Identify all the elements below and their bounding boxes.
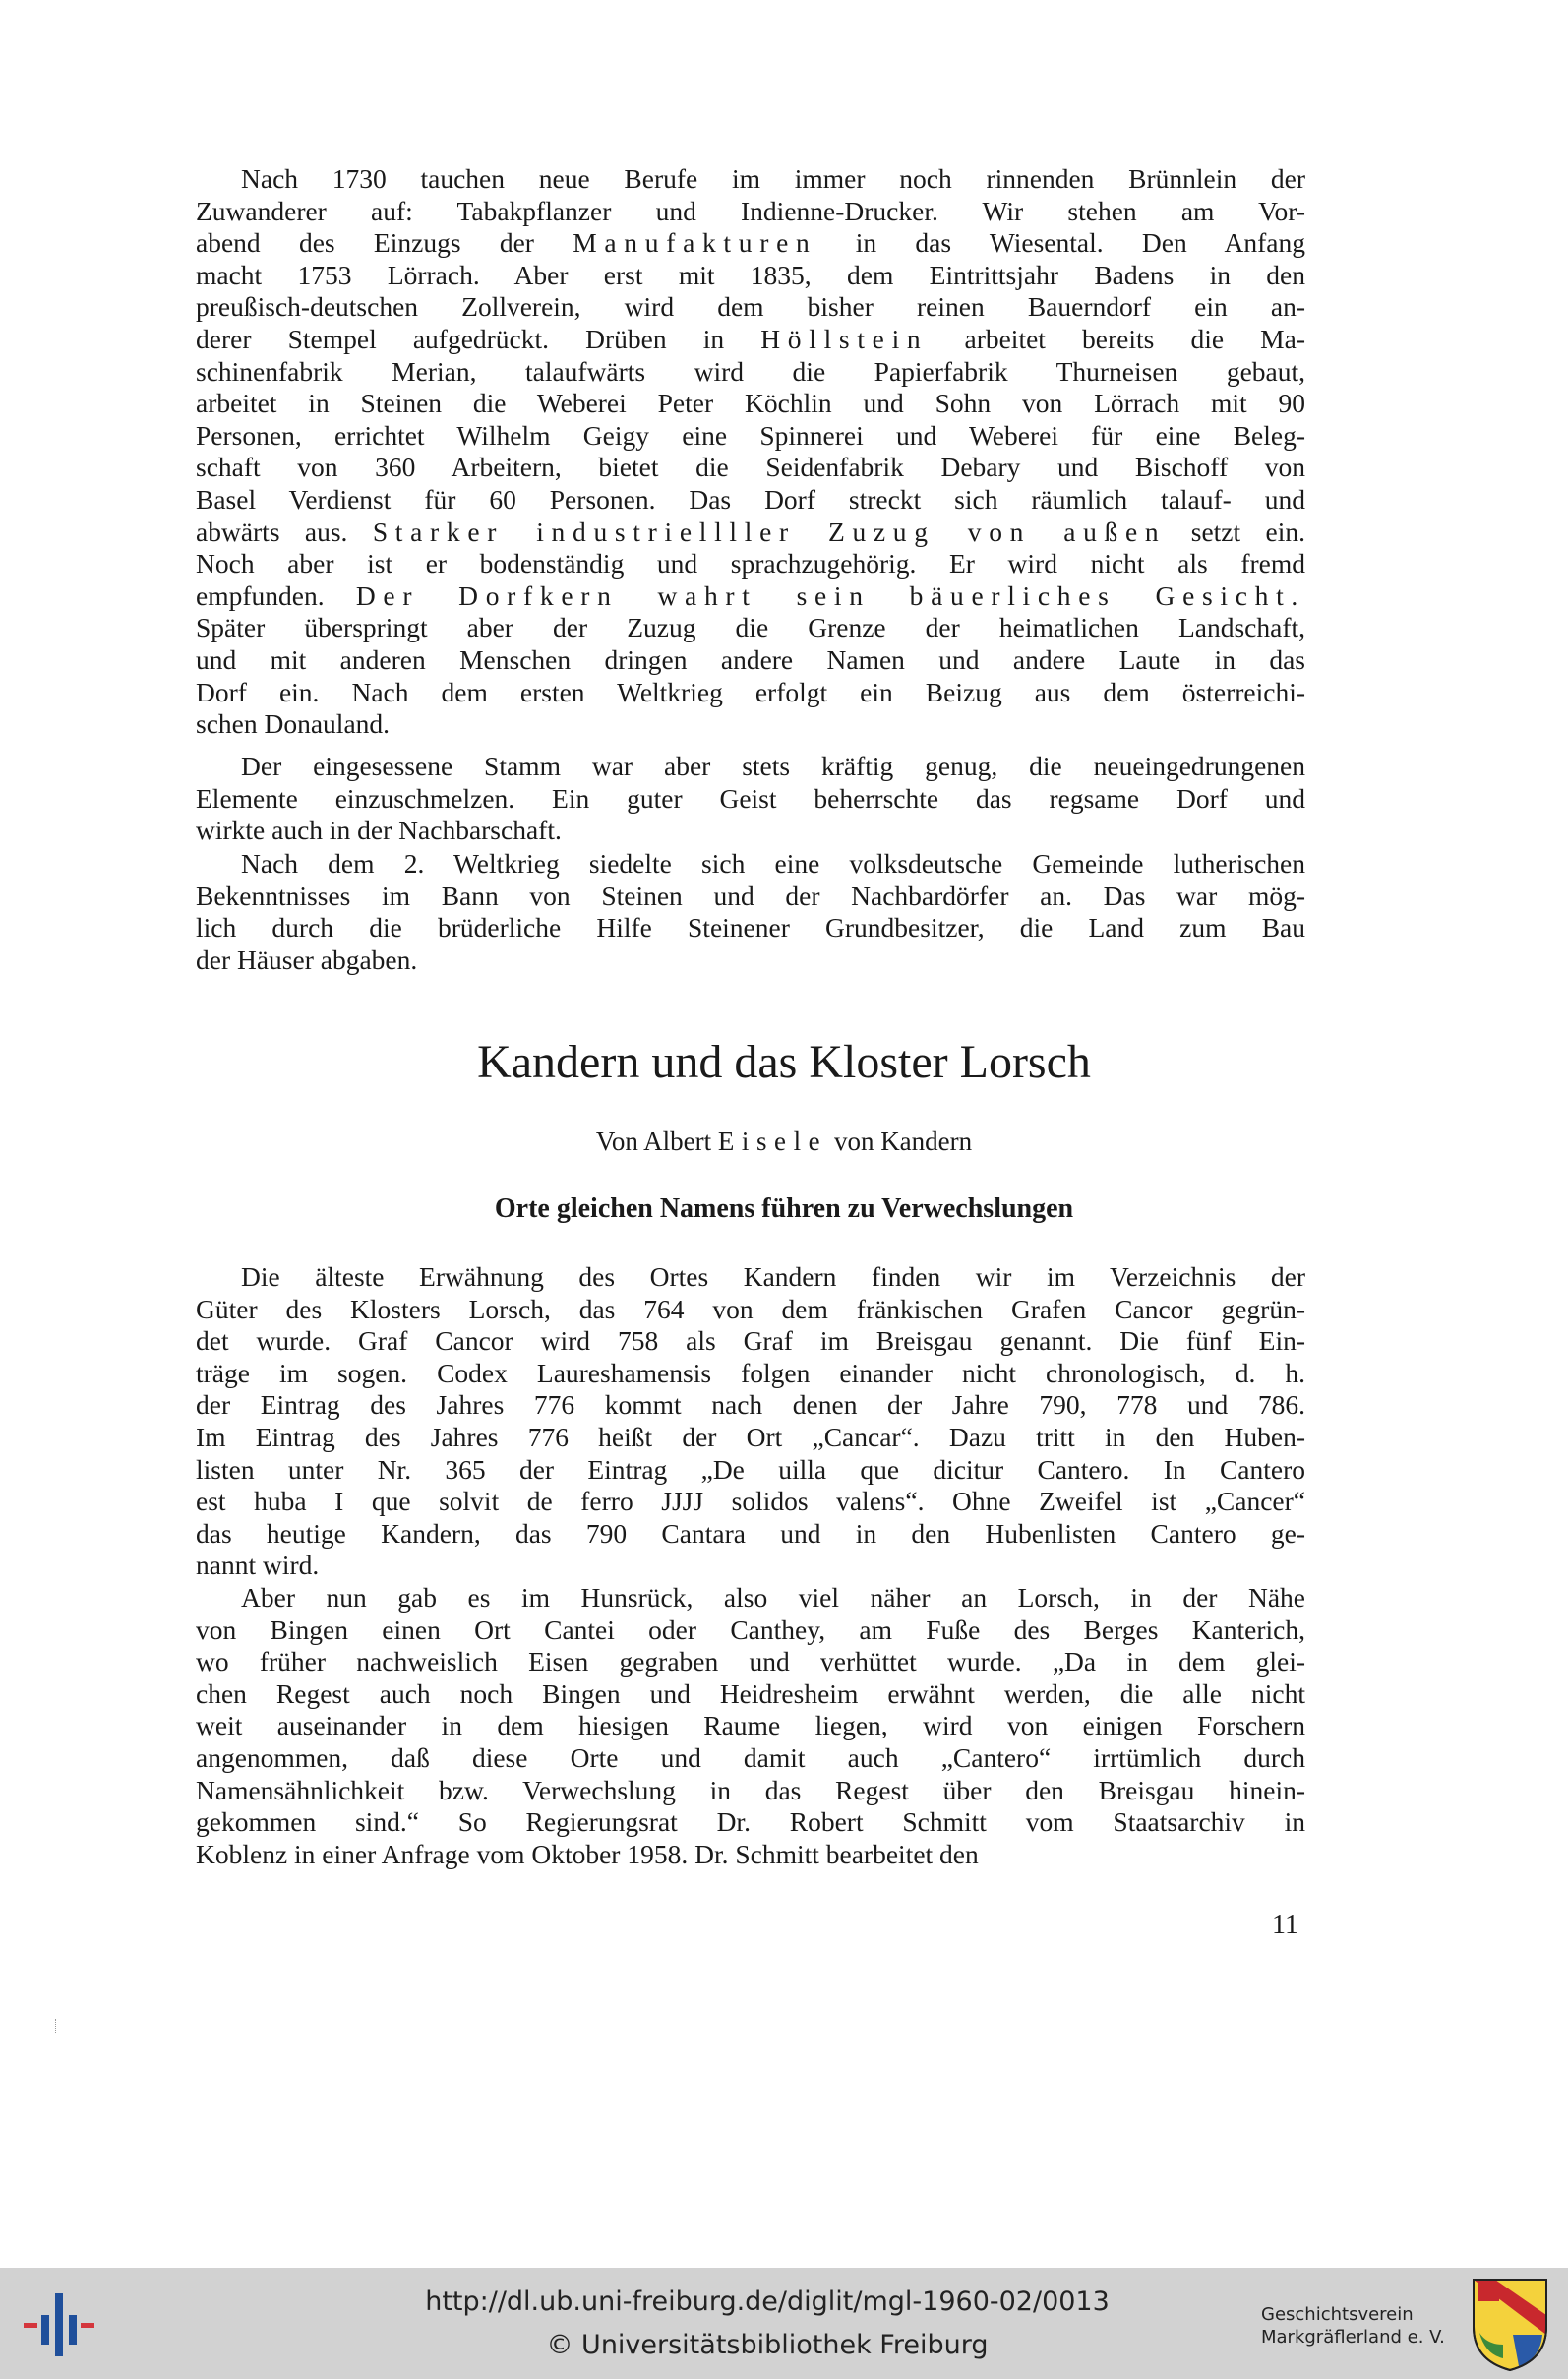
text-line: [196, 1486, 1305, 1517]
text-segment: das heutige Kandern, das 790 Cantara und in den Hubenlisten Cantero ge-: [196, 1518, 1305, 1549]
text-line: [196, 227, 1305, 259]
text-line: [196, 1775, 1305, 1806]
spaced-emphasis: Der Dorfkern wahrt sein bäuerliches Gesicht.: [355, 580, 1305, 611]
text-line: [196, 1646, 1305, 1678]
text-line: [196, 677, 1305, 708]
text-line: [196, 1742, 1305, 1774]
text-segment: und mit anderen Menschen dringen andere Namen und andere Laute in das: [196, 644, 1305, 675]
text-segment: det wurde. Graf Cancor wird 758 als Graf im Breisgau genannt. Die fünf Ein-: [196, 1325, 1305, 1356]
text-segment: angenommen, daß diese Orte und damit auch „Cantero“ irrtümlich durch: [196, 1742, 1305, 1773]
society-name-line2: Markgräflerland e. V.: [1261, 2327, 1445, 2348]
text-segment: schen Donauland.: [196, 708, 391, 739]
text-segment: Noch aber ist er bodenständig und sprachzugehörig. Er wird nicht als fremd: [196, 548, 1305, 579]
text-line: [196, 1550, 1305, 1581]
text-segment: macht 1753 Lörrach. Aber erst mit 1835, dem Eintrittsjahr Badens in den: [196, 260, 1305, 290]
text-line: [196, 548, 1305, 580]
society-name: [1261, 2303, 1458, 2348]
text-line: [196, 708, 1305, 740]
ub-freiburg-logo-icon: [20, 2286, 98, 2364]
text-line: [196, 1389, 1305, 1421]
text-line: [196, 1615, 1305, 1646]
text-segment: weit auseinander in dem hiesigen Raume liegen, wird von einigen Forschern: [196, 1710, 1305, 1740]
text-line: [196, 612, 1305, 643]
text-segment: setzt ein.: [1166, 517, 1305, 547]
text-line: [241, 163, 1305, 195]
text-segment: gekommen sind.“ So Regierungsrat Dr. Robert Schmitt vom Staatsarchiv in: [196, 1806, 1305, 1837]
text-segment: derer Stempel aufgedrückt. Drüben in: [196, 324, 761, 354]
article-byline: [0, 1126, 1568, 1157]
text-segment: listen unter Nr. 365 der Eintrag „De uilla que dicitur Cantero. In Cantero: [196, 1454, 1305, 1485]
page-number: 11: [1272, 1910, 1298, 1940]
text-segment: Koblenz in einer Anfrage vom Oktober 1958. Dr. Schmitt bearbeitet den: [196, 1839, 979, 1869]
text-line: [196, 388, 1305, 419]
text-line: [196, 1518, 1305, 1550]
text-line: [241, 751, 1305, 782]
article-title: Kandern und das Kloster Lorsch: [477, 1036, 1091, 1088]
text-line: [196, 324, 1305, 355]
text-line: [196, 420, 1305, 452]
text-segment: Nach dem 2. Weltkrieg siedelte sich eine volksdeutsche Gemeinde lutherischen: [241, 848, 1305, 879]
text-segment: empfunden.: [196, 580, 356, 611]
text-line: [196, 1454, 1305, 1486]
text-line: [196, 1678, 1305, 1710]
text-segment: Bekenntnisses im Bann von Steinen und der Nachbardörfer an. Das war mög-: [196, 881, 1305, 911]
article-subheading: Orte gleichen Namens führen zu Verwechslungen: [494, 1193, 1074, 1224]
text-segment: schaft von 360 Arbeitern, bietet die Seidenfabrik Debary und Bischoff von: [196, 452, 1305, 482]
text-line: [196, 484, 1305, 516]
text-segment: est huba I que solvit de ferro JJJJ solidos valens“. Ohne Zweifel ist „Cancer“: [196, 1486, 1305, 1516]
text-line: [196, 196, 1305, 227]
spaced-emphasis: Höllstein: [760, 324, 929, 354]
text-segment: lich durch die brüderliche Hilfe Steinener Grundbesitzer, die Land zum Bau: [196, 912, 1305, 943]
text-segment: Elemente einzuschmelzen. Ein guter Geist beherrschte das regsame Dorf und: [196, 783, 1305, 814]
text-segment: chen Regest auch noch Bingen und Heidresheim erwähnt werden, die alle nicht: [196, 1678, 1305, 1709]
footer-url-link[interactable]: http://dl.ub.uni-freiburg.de/diglit/mgl-1960-02/0013: [425, 2287, 1110, 2317]
text-segment: Personen, errichtet Wilhelm Geigy eine Spinnerei und Weberei für eine Beleg-: [196, 420, 1305, 451]
text-segment: Die älteste Erwähnung des Ortes Kandern finden wir im Verzeichnis der: [241, 1261, 1305, 1292]
text-line: [196, 517, 1305, 548]
text-segment: Aber nun gab es im Hunsrück, also viel näher an Lorsch, in der Nähe: [241, 1582, 1305, 1613]
text-segment: Später überspringt aber der Zuzug die Grenze der heimatlichen Landschaft,: [196, 612, 1305, 642]
text-segment: träge im sogen. Codex Laureshamensis folgen einander nicht chronologisch, d. h.: [196, 1358, 1305, 1388]
text-segment: wirkte auch in der Nachbarschaft.: [196, 815, 562, 845]
text-segment: nannt wird.: [196, 1550, 320, 1580]
byline-author: Eisele: [717, 1127, 828, 1156]
text-segment: von Bingen einen Ort Cantei oder Canthey, am Fuße des Berges Kanterich,: [196, 1615, 1305, 1645]
text-line: [196, 260, 1305, 291]
text-line: [196, 1325, 1305, 1357]
text-segment: Basel Verdienst für 60 Personen. Das Dorf streckt sich räumlich talauf- und: [196, 484, 1305, 515]
byline-prefix: Von Albert: [595, 1127, 718, 1156]
text-line: [196, 1839, 1305, 1870]
text-segment: in das Wiesental. Den Anfang: [816, 227, 1305, 258]
text-line: [196, 881, 1305, 912]
text-segment: Namensähnlichkeit bzw. Verwechslung in das Regest über den Breisgau hinein-: [196, 1775, 1305, 1805]
footer-copyright: © Universitätsbibliothek Freiburg: [546, 2330, 989, 2360]
text-line: [196, 783, 1305, 815]
text-segment: Nach 1730 tauchen neue Berufe im immer noch rinnenden Brünnlein der: [241, 163, 1305, 194]
text-line: [196, 815, 1305, 846]
text-line: [196, 356, 1305, 388]
text-segment: der Eintrag des Jahres 776 kommt nach denen der Jahre 790, 778 und 786.: [196, 1389, 1305, 1420]
text-line: [196, 912, 1305, 944]
text-segment: Dorf ein. Nach dem ersten Weltkrieg erfolgt ein Beizug aus dem österreichi-: [196, 677, 1305, 707]
text-line: [241, 1261, 1305, 1293]
footer-bar: [0, 2268, 1568, 2379]
text-segment: Güter des Klosters Lorsch, das 764 von dem fränkischen Grafen Cancor gegrün-: [196, 1294, 1305, 1324]
society-crest-icon: [1470, 2276, 1550, 2372]
text-line: [196, 945, 1305, 976]
text-segment: arbeitet bereits die Ma-: [928, 324, 1305, 354]
text-segment: preußisch-deutschen Zollverein, wird dem bisher reinen Bauerndorf ein an-: [196, 291, 1305, 322]
text-segment: Im Eintrag des Jahres 776 heißt der Ort „Cancar“. Dazu tritt in den Huben-: [196, 1422, 1305, 1452]
text-segment: wo früher nachweislich Eisen gegraben und verhüttet wurde. „Da in dem glei-: [196, 1646, 1305, 1677]
text-segment: abend des Einzugs der: [196, 227, 573, 258]
text-segment: Zuwanderer auf: Tabakpflanzer und Indienne-Drucker. Wir stehen am Vor-: [196, 196, 1305, 226]
text-segment: arbeitet in Steinen die Weberei Peter Köchlin und Sohn von Lörrach mit 90: [196, 388, 1305, 418]
society-name-line1: Geschichtsverein: [1261, 2304, 1414, 2325]
text-line: [196, 644, 1305, 676]
text-line: [241, 848, 1305, 880]
text-line: [196, 1710, 1305, 1741]
text-line: [196, 452, 1305, 483]
spaced-emphasis: Starker industriellller Zuzug von außen: [372, 517, 1167, 547]
text-line: [196, 1358, 1305, 1389]
text-line: [241, 1582, 1305, 1614]
text-line: [196, 1294, 1305, 1325]
text-line: [196, 1806, 1305, 1838]
spaced-emphasis: Manufakturen: [573, 227, 817, 258]
text-line: [196, 291, 1305, 323]
byline-suffix: von Kandern: [827, 1127, 973, 1156]
text-segment: abwärts aus.: [196, 517, 373, 547]
text-line: [196, 1422, 1305, 1453]
text-segment: der Häuser abgaben.: [196, 945, 418, 975]
text-line: [196, 580, 1305, 612]
text-segment: schinenfabrik Merian, talaufwärts wird die Papierfabrik Thurneisen gebaut,: [196, 356, 1305, 387]
text-segment: Der eingesessene Stamm war aber stets kräftig genug, die neueingedrungenen: [241, 751, 1305, 781]
scan-mark: [55, 2019, 60, 2033]
